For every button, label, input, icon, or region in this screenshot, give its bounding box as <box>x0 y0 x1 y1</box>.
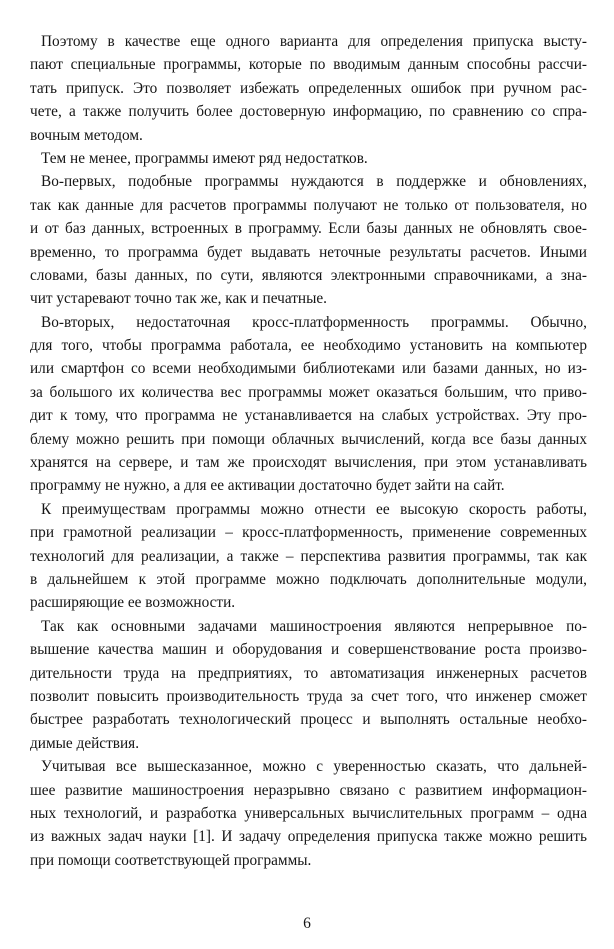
text-line: димые действия. <box>30 734 140 752</box>
text-line: быстрее разработать технологический процесс и выполнять остальные необхо- <box>30 711 587 729</box>
paragraph <box>30 615 587 755</box>
text-line: программу не нужно, а для ее активации достаточно будет зайти на сайт. <box>30 477 505 495</box>
page-number: 6 <box>303 915 311 932</box>
text-line: вышение качества машин и оборудования и совершенствование роста произво- <box>30 641 587 659</box>
text-line: Поэтому в качестве еще одного варианта для определения припуска высту- <box>41 33 587 50</box>
text-line: расширяющие ее возможности. <box>30 594 236 612</box>
text-line: технологий для реализации, а также – перспектива развития программы, так как <box>30 547 587 565</box>
text-line: вочным методом. <box>30 126 143 144</box>
text-line: К преимуществам программы можно отнести ее высокую скорость работы, <box>41 500 587 518</box>
text-line: временно, то программа будет выдавать неточные результаты расчетов. Иными <box>30 243 587 261</box>
text-line: из важных задач науки [1]. И задачу определения припуска также можно решить <box>30 828 587 846</box>
text-line: Во-первых, подобные программы нуждаются в поддержке и обновлениях, <box>41 173 587 191</box>
text-line: чит устаревают точно так же, как и печатные. <box>30 290 327 308</box>
text-line: дит к тому, что программа не устанавливается на слабых устройствах. Эту про- <box>30 407 587 425</box>
text-line: шее развитие машиностроения неразрывно связано с развитием информацион- <box>30 781 587 799</box>
text-line: ных технологий, и разработка универсальных вычислительных программ – одна <box>30 804 587 822</box>
text-line: хранятся на сервере, и там же происходят вычисления, при этом устанавливать <box>30 454 587 472</box>
paragraph <box>30 147 587 170</box>
text-line: за большого их количества вес программы может оказаться большим, что приво- <box>30 383 587 401</box>
text-line: пают специальные программы, которые по вводимым данным способны рассчи- <box>30 56 587 74</box>
text-line: блему можно решить при помощи облачных вычислений, когда все базы данных <box>30 430 587 448</box>
text-line: или смартфон со всеми необходимыми библиотеками или базами данных, но из- <box>30 360 587 378</box>
text-line: Во-вторых, недостаточная кросс-платформенность программы. Обычно, <box>41 313 587 331</box>
text-line: в дальнейшем к этой программе можно подключать дополнительные модули, <box>30 570 587 588</box>
text-line: Учитывая все вышесказанное, можно с уверенностью сказать, что дальней- <box>41 758 587 776</box>
paragraph <box>30 498 587 615</box>
text-line: при помощи соответствующей программы. <box>30 851 312 869</box>
paragraph <box>30 311 587 498</box>
text-line: при грамотной реализации – кросс-платформенность, применение современных <box>30 524 587 542</box>
text-line: позволит повысить производительность труда за счет того, что инженер сможет <box>30 687 587 705</box>
paragraph <box>30 755 587 872</box>
paragraph <box>30 30 587 147</box>
text-line: тать припуск. Это позволяет избежать определенных ошибок при ручном рас- <box>30 79 587 97</box>
text-line: для того, чтобы программа работала, ее необходимо установить на компьютер <box>30 337 587 355</box>
text-line: чете, а также получить более достоверную информацию, по сравнению со спра- <box>30 103 587 121</box>
text-line: так как данные для расчетов программы получают не только от пользователя, но <box>30 196 587 214</box>
text-line: Так как основными задачами машиностроения являются непрерывное по- <box>41 617 587 635</box>
text-line: Тем не менее, программы имеют ряд недостатков. <box>41 149 368 167</box>
text-line: словами, базы данных, по сути, являются электронными справочниками, а зна- <box>30 266 587 284</box>
body-text <box>30 30 587 872</box>
text-line: и от баз данных, встроенных в программу. Если базы данных не обновлять свое- <box>30 220 587 238</box>
paragraph <box>30 170 587 310</box>
text-line: дительности труда на предприятиях, то автоматизация инженерных расчетов <box>30 664 587 682</box>
